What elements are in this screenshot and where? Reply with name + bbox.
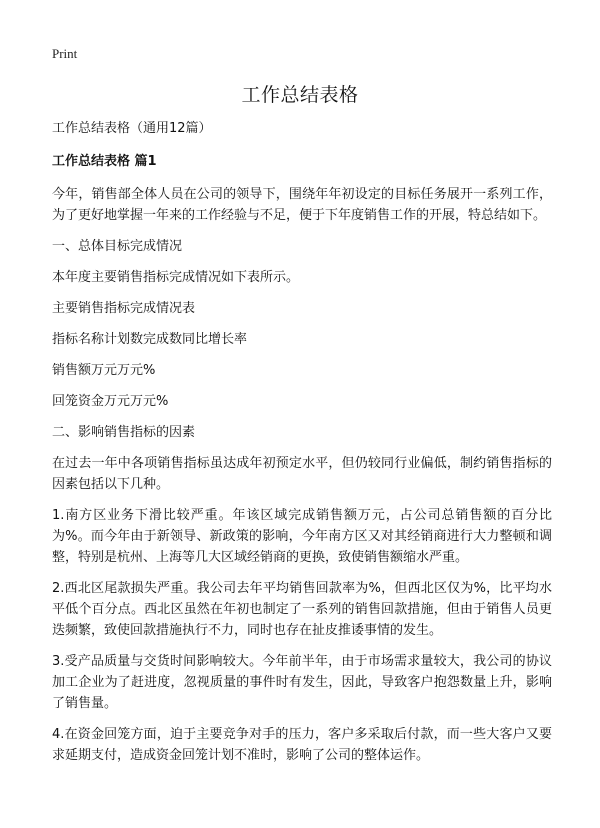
paragraph-factors-intro: 在过去一年中各项销售指标虽达成年初预定水平，但仍较同行业偏低，制约销售指标的因素包括以下几种。: [52, 456, 552, 492]
paragraph-intro: 今年，销售部全体人员在公司的领导下，围绕年年初设定的目标任务展开一系列工作，为了更好地掌握一年来的工作经验与不足，便于下年度销售工作的开展，特总结如下。: [52, 187, 552, 223]
heading-overall-targets: 一、总体目标完成情况: [52, 239, 183, 254]
heading-influencing-factors: 二、影响销售指标的因素: [52, 425, 196, 440]
document-subtitle: 工作总结表格（通用12篇）: [52, 121, 212, 136]
document-body: [52, 118, 552, 776]
table-row-sales: 销售额万元万元%: [52, 363, 156, 378]
table-caption: 主要销售指标完成情况表: [52, 301, 196, 316]
print-label[interactable]: Print: [52, 46, 78, 61]
paragraph-table-intro: 本年度主要销售指标完成情况如下表所示。: [52, 270, 300, 285]
document-title: 工作总结表格: [241, 84, 359, 106]
paragraph-factor-2: 2.西北区尾款损失严重。我公司去年平均销售回款率为%，但西北区仅为%，比平均水平低个百分点。西北区虽然在年初也制定了一系列的销售回款措施，但由于销售人员更迭频繁，致使回款措施执行不力，同时也存在扯皮推诿事情的发生。: [52, 581, 552, 638]
section-heading: 工作总结表格 篇1: [52, 154, 157, 169]
paragraph-factor-4: 4.在资金回笼方面，迫于主要竞争对手的压力，客户多采取后付款，而一些大客户又要求延期支付，造成资金回笼计划不准时，影响了公司的整体运作。: [52, 727, 552, 763]
paragraph-factor-3: 3.受产品质量与交货时间影响较大。今年前半年，由于市场需求量较大，我公司的协议加工企业为了赶进度，忽视质量的事件时有发生，因此，导致客户抱怨数量上升，影响了销售量。: [52, 654, 552, 711]
table-header-row: 指标名称计划数完成数同比增长率: [52, 332, 248, 347]
table-row-collections: 回笼资金万元万元%: [52, 394, 169, 409]
paragraph-factor-1: 1.南方区业务下滑比较严重。年该区域完成销售额万元，占公司总销售额的百分比为%。而今年由于新领导、新政策的影响，今年南方区又对其经销商进行大力整顿和调整，特别是杭州、上海等几大区域经销商的更换，致使销售额缩水严重。: [52, 508, 552, 565]
